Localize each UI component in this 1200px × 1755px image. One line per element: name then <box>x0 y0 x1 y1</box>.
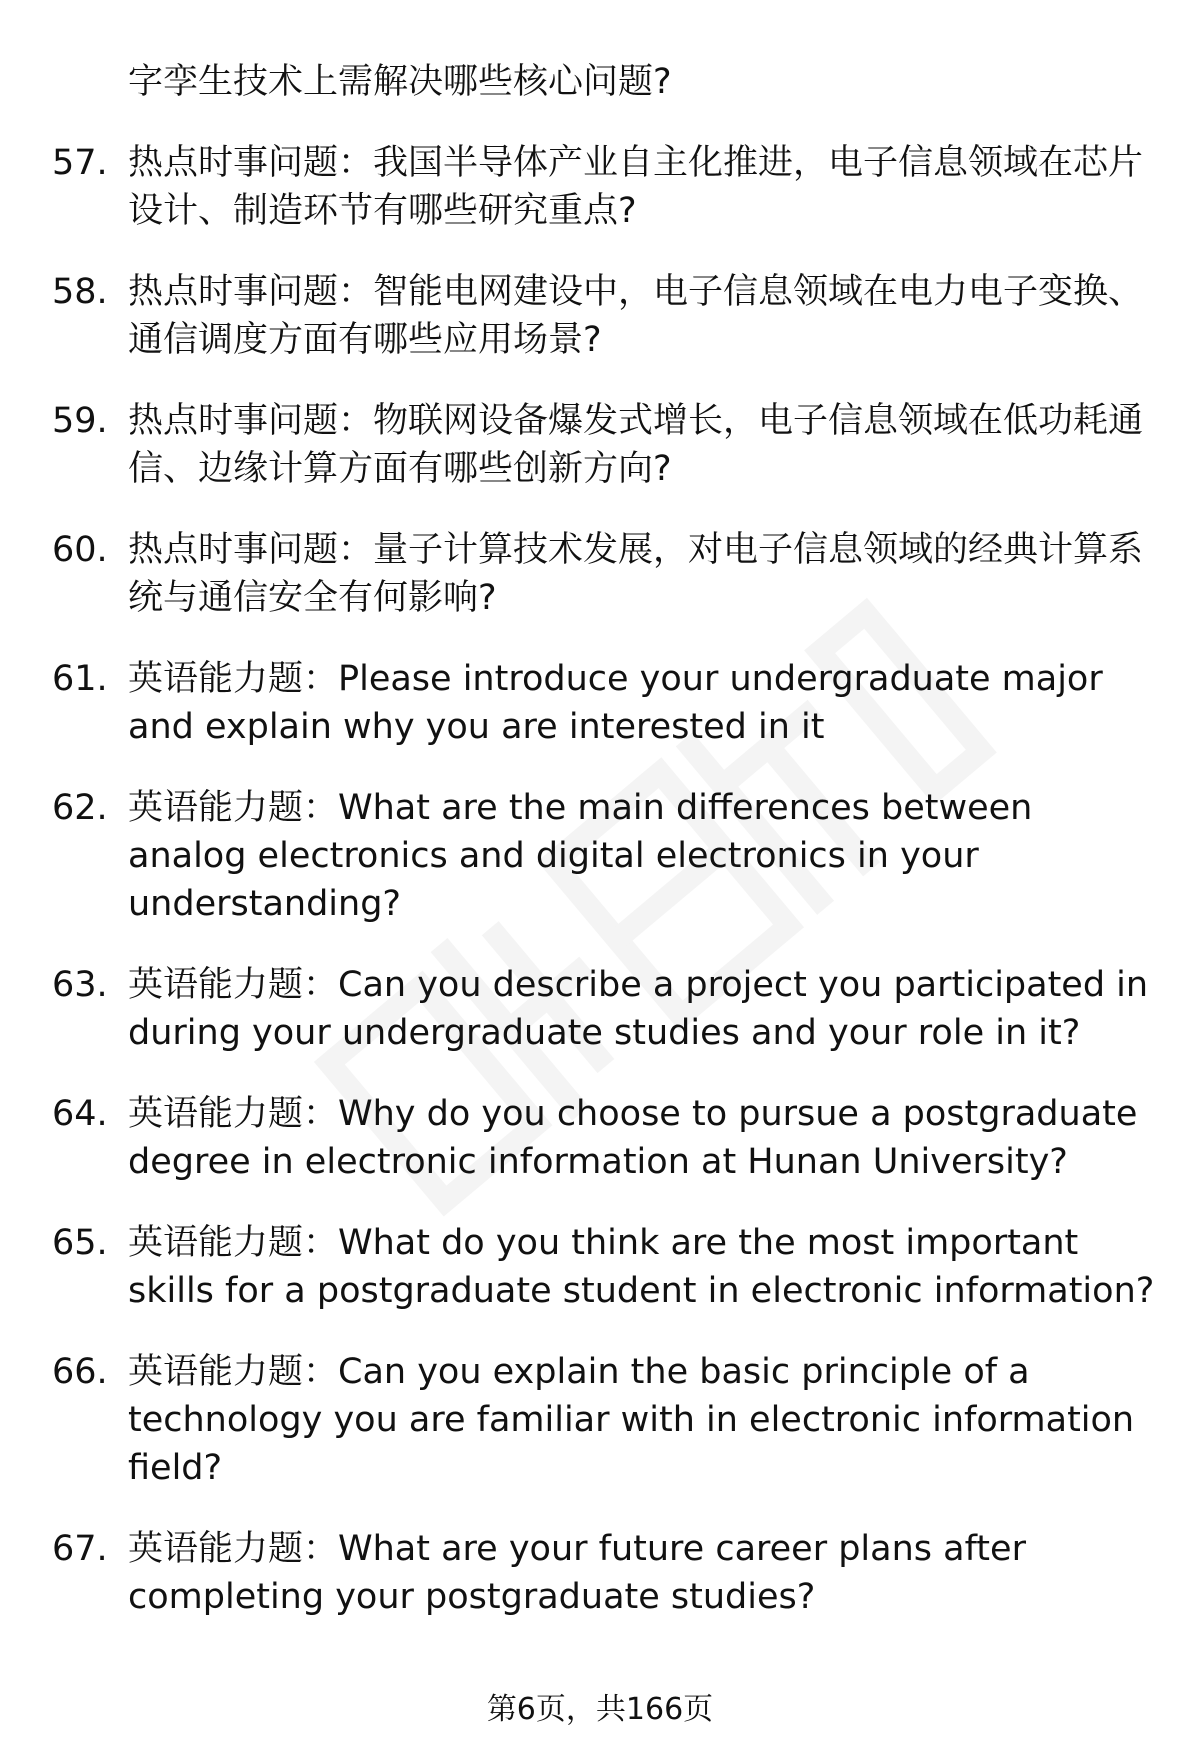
list-item <box>0 961 1200 1057</box>
list-item <box>0 784 1200 928</box>
page-footer <box>0 1690 1200 1730</box>
item-number: 59. <box>52 401 108 441</box>
item-text: 英语能力题：Why do you choose to pursue a postgraduate degree in electronic information at Hunan University? <box>128 1094 1138 1182</box>
list-item <box>0 1348 1200 1492</box>
list-item <box>0 139 1200 235</box>
item-number: 57. <box>52 143 108 183</box>
list-item <box>0 1525 1200 1621</box>
list-item <box>0 268 1200 364</box>
item-number: 58. <box>52 272 108 312</box>
item-text: 热点时事问题：智能电网建设中，电子信息领域在电力电子变换、通信调度方面有哪些应用场景? <box>128 272 1144 360</box>
item-text: 热点时事问题：物联网设备爆发式增长，电子信息领域在低功耗通信、边缘计算方面有哪些创新方向? <box>128 401 1144 489</box>
list-item <box>0 1219 1200 1315</box>
item-text: 英语能力题：Can you describe a project you participated in during your undergraduate studies and your role in it? <box>128 965 1149 1053</box>
item-number: 67. <box>52 1529 108 1569</box>
item-text: 英语能力题：What do you think are the most important skills for a postgraduate student in electronic information? <box>128 1223 1155 1311</box>
item-text: 热点时事问题：我国半导体产业自主化推进，电子信息领域在芯片设计、制造环节有哪些研究重点? <box>128 143 1144 231</box>
item-number: 63. <box>52 965 108 1005</box>
page-number-label: 第6页，共166页 <box>486 1692 714 1727</box>
item-text: 英语能力题：Please introduce your undergraduate major and explain why you are interested in it <box>128 659 1103 747</box>
question-list <box>0 58 1200 1654</box>
item-number: 62. <box>52 788 108 828</box>
list-item <box>0 397 1200 493</box>
item-text: 热点时事问题：量子计算技术发展，对电子信息领域的经典计算系统与通信安全有何影响? <box>128 530 1144 618</box>
item-text: 英语能力题：Can you explain the basic principle of a technology you are familiar with in electronic information field? <box>128 1352 1135 1488</box>
item-number: 66. <box>52 1352 108 1392</box>
item-number: 65. <box>52 1223 108 1263</box>
item-text: 英语能力题：What are the main differences between analog electronics and digital electronics in your understanding? <box>128 788 1033 924</box>
list-item <box>0 58 1200 106</box>
item-number: 60. <box>52 530 108 570</box>
list-item <box>0 1090 1200 1186</box>
item-number: 61. <box>52 659 108 699</box>
item-text: 字孪生技术上需解决哪些核心问题? <box>128 62 672 102</box>
list-item <box>0 655 1200 751</box>
list-item <box>0 526 1200 622</box>
item-text: 英语能力题：What are your future career plans after completing your postgraduate studies? <box>128 1529 1026 1617</box>
item-number: 64. <box>52 1094 108 1134</box>
